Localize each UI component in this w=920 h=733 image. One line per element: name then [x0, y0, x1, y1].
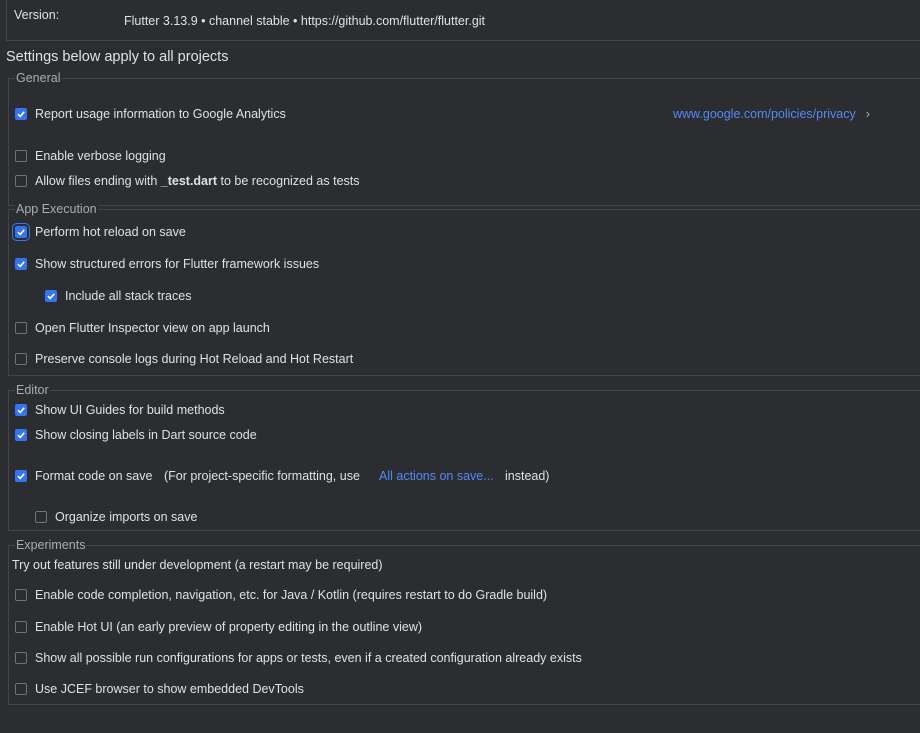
general-group-title: General	[16, 71, 61, 85]
code-completion-checkbox[interactable]	[15, 589, 27, 601]
run-configs-row[interactable]	[15, 651, 582, 665]
version-label: Version:	[14, 8, 60, 22]
analytics-checkbox-row[interactable]	[15, 107, 286, 121]
jcef-row[interactable]	[15, 682, 304, 696]
inspector-checkbox[interactable]	[15, 322, 27, 334]
test-files-checkbox[interactable]	[15, 175, 27, 187]
structured-errors-row[interactable]	[15, 257, 319, 271]
test-files-label-suffix: to be recognized as tests	[217, 174, 360, 188]
stack-traces-label: Include all stack traces	[65, 289, 192, 303]
format-hint-prefix: (For project-specific formatting, use	[164, 469, 360, 483]
structured-errors-checkbox[interactable]	[15, 258, 27, 270]
test-files-label-prefix: Allow files ending with	[35, 174, 161, 188]
jcef-checkbox[interactable]	[15, 683, 27, 695]
jcef-label: Use JCEF browser to show embedded DevTools	[35, 682, 304, 696]
version-value: Flutter 3.13.9 • channel stable • https://github.com/flutter/flutter.git	[124, 14, 486, 28]
hot-ui-label: Enable Hot UI (an early preview of property editing in the outline view)	[35, 620, 423, 634]
editor-group-title: Editor	[16, 383, 49, 397]
organize-imports-label: Organize imports on save	[55, 510, 198, 524]
ui-guides-label: Show UI Guides for build methods	[35, 403, 225, 417]
hot-reload-checkbox[interactable]	[15, 226, 27, 238]
inspector-label: Open Flutter Inspector view on app launch	[35, 321, 270, 335]
settings-heading: Settings below apply to all projects	[6, 49, 229, 65]
app-execution-group-title: App Execution	[16, 202, 97, 216]
verbose-logging-row[interactable]	[15, 149, 166, 163]
format-code-row[interactable]	[15, 469, 152, 483]
hot-ui-checkbox[interactable]	[15, 621, 27, 633]
ui-guides-row[interactable]	[15, 403, 225, 417]
organize-imports-checkbox[interactable]	[35, 511, 47, 523]
ui-guides-checkbox[interactable]	[15, 404, 27, 416]
analytics-label: Report usage information to Google Analytics	[35, 107, 286, 121]
console-logs-label: Preserve console logs during Hot Reload and Hot Restart	[35, 352, 354, 366]
analytics-checkbox[interactable]	[15, 108, 27, 120]
console-logs-row[interactable]	[15, 352, 353, 366]
actions-on-save-link[interactable]: All actions on save...	[379, 469, 494, 483]
closing-labels-checkbox[interactable]	[15, 429, 27, 441]
inspector-row[interactable]	[15, 321, 270, 335]
stack-traces-checkbox[interactable]	[45, 290, 57, 302]
hot-reload-label: Perform hot reload on save	[35, 225, 186, 239]
verbose-logging-label: Enable verbose logging	[35, 149, 166, 163]
format-code-checkbox[interactable]	[15, 470, 27, 482]
code-completion-label: Enable code completion, navigation, etc. for Java / Kotlin (requires restart to do Gradle build)	[35, 588, 548, 602]
hot-ui-row[interactable]	[15, 620, 422, 634]
privacy-link-text[interactable]: www.google.com/policies/privacy	[673, 107, 856, 121]
format-hint-suffix: instead)	[505, 469, 550, 483]
privacy-policy-link[interactable]	[673, 107, 870, 121]
test-files-label-pattern: _test.dart	[160, 174, 218, 188]
organize-imports-row[interactable]	[35, 510, 197, 524]
run-configs-label: Show all possible run configurations for apps or tests, even if a created configuration already exists	[35, 651, 582, 665]
stack-traces-row[interactable]	[45, 289, 191, 303]
verbose-logging-checkbox[interactable]	[15, 150, 27, 162]
closing-labels-label: Show closing labels in Dart source code	[35, 428, 257, 442]
hot-reload-row[interactable]	[15, 225, 186, 239]
experiments-group-title: Experiments	[16, 538, 86, 552]
format-code-label: Format code on save	[35, 469, 153, 483]
structured-errors-label: Show structured errors for Flutter framework issues	[35, 257, 320, 271]
code-completion-row[interactable]	[15, 588, 547, 602]
test-files-row[interactable]	[15, 174, 360, 188]
experiments-description: Try out features still under development (a restart may be required)	[12, 558, 383, 572]
closing-labels-row[interactable]	[15, 428, 257, 442]
chevron-right-icon: ›	[865, 107, 870, 121]
run-configs-checkbox[interactable]	[15, 652, 27, 664]
console-logs-checkbox[interactable]	[15, 353, 27, 365]
